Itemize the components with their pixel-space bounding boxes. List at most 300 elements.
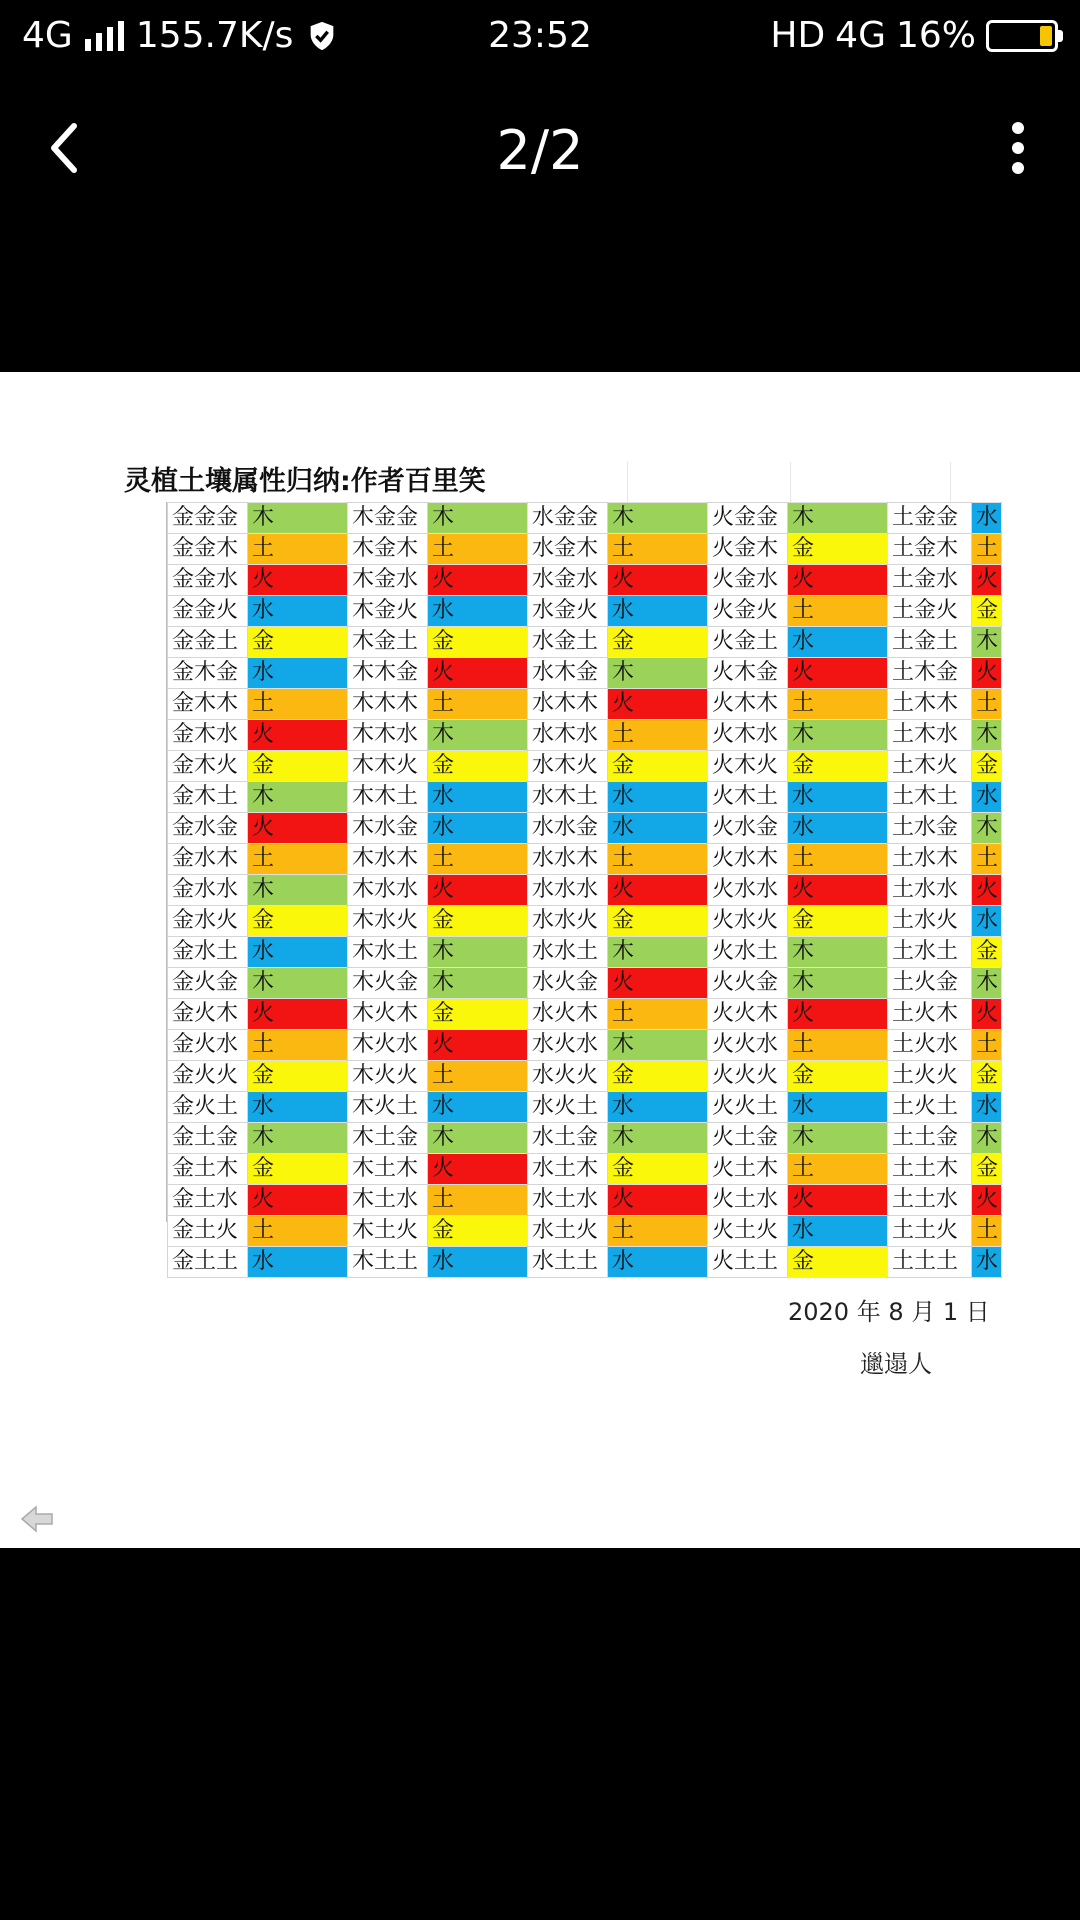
combo-cell: 土土土 <box>888 1247 972 1278</box>
result-cell: 金 <box>972 596 1002 627</box>
combo-cell: 火金土 <box>708 627 788 658</box>
combo-cell: 金木水 <box>168 720 248 751</box>
result-cell: 土 <box>972 1030 1002 1061</box>
result-cell: 金 <box>608 1154 708 1185</box>
combo-cell: 木木水 <box>348 720 428 751</box>
result-cell: 水 <box>248 596 348 627</box>
combo-cell: 水木木 <box>528 689 608 720</box>
combo-cell: 水土土 <box>528 1247 608 1278</box>
result-cell: 水 <box>972 503 1002 534</box>
result-cell: 火 <box>248 1185 348 1216</box>
result-cell: 水 <box>248 1247 348 1278</box>
viewer-header <box>0 72 1080 372</box>
result-cell: 火 <box>608 1185 708 1216</box>
combo-cell: 木水水 <box>348 875 428 906</box>
result-cell: 水 <box>428 596 528 627</box>
table-row <box>168 1154 1002 1185</box>
combo-cell: 水土火 <box>528 1216 608 1247</box>
combo-cell: 土金金 <box>888 503 972 534</box>
battery-percent: 16% <box>895 15 976 56</box>
result-cell: 木 <box>248 782 348 813</box>
combo-cell: 水水木 <box>528 844 608 875</box>
result-cell: 土 <box>788 844 888 875</box>
result-cell: 火 <box>972 999 1002 1030</box>
combo-cell: 火土火 <box>708 1216 788 1247</box>
combo-cell: 金金土 <box>168 627 248 658</box>
combo-cell: 水火土 <box>528 1092 608 1123</box>
result-cell: 金 <box>608 1061 708 1092</box>
combo-cell: 土土木 <box>888 1154 972 1185</box>
result-cell: 金 <box>788 751 888 782</box>
result-cell: 水 <box>788 813 888 844</box>
result-cell: 土 <box>248 1216 348 1247</box>
combo-cell: 土木土 <box>888 782 972 813</box>
combo-cell: 土水水 <box>888 875 972 906</box>
combo-cell: 水金水 <box>528 565 608 596</box>
table-row <box>168 937 1002 968</box>
combo-cell: 木木火 <box>348 751 428 782</box>
result-cell: 金 <box>428 627 528 658</box>
result-cell: 火 <box>608 968 708 999</box>
result-cell: 火 <box>248 720 348 751</box>
result-cell: 火 <box>788 658 888 689</box>
combo-cell: 金土火 <box>168 1216 248 1247</box>
combo-cell: 金木火 <box>168 751 248 782</box>
table-row <box>168 689 1002 720</box>
combo-cell: 金木金 <box>168 658 248 689</box>
combo-cell: 金木木 <box>168 689 248 720</box>
combo-cell: 火火木 <box>708 999 788 1030</box>
result-cell: 土 <box>608 1216 708 1247</box>
result-cell: 火 <box>428 1154 528 1185</box>
combo-cell: 火水土 <box>708 937 788 968</box>
result-cell: 土 <box>428 534 528 565</box>
result-cell: 土 <box>248 1030 348 1061</box>
result-cell: 木 <box>608 1030 708 1061</box>
combo-cell: 水木水 <box>528 720 608 751</box>
table-row <box>168 1247 1002 1278</box>
soil-attribute-table <box>167 502 1002 1278</box>
result-cell: 金 <box>248 751 348 782</box>
combo-cell: 土金火 <box>888 596 972 627</box>
result-cell: 金 <box>428 1216 528 1247</box>
more-vertical-icon <box>988 112 1048 192</box>
combo-cell: 木木金 <box>348 658 428 689</box>
result-cell: 金 <box>788 906 888 937</box>
result-cell: 土 <box>788 689 888 720</box>
result-cell: 金 <box>972 937 1002 968</box>
result-cell: 土 <box>608 999 708 1030</box>
clock: 23:52 <box>488 15 592 56</box>
result-cell: 火 <box>428 1030 528 1061</box>
result-cell: 金 <box>972 1061 1002 1092</box>
combo-cell: 金土土 <box>168 1247 248 1278</box>
combo-cell: 金土水 <box>168 1185 248 1216</box>
table-row <box>168 565 1002 596</box>
table-row <box>168 1030 1002 1061</box>
result-cell: 木 <box>972 1123 1002 1154</box>
result-cell: 火 <box>608 689 708 720</box>
table-row <box>168 1216 1002 1247</box>
gridline <box>627 462 628 502</box>
combo-cell: 土火土 <box>888 1092 972 1123</box>
result-cell: 金 <box>248 1061 348 1092</box>
result-cell: 金 <box>248 1154 348 1185</box>
combo-cell: 金木土 <box>168 782 248 813</box>
battery-icon <box>986 20 1058 52</box>
result-cell: 土 <box>972 689 1002 720</box>
arrow-left-icon <box>20 1504 54 1534</box>
result-cell: 金 <box>248 906 348 937</box>
result-cell: 水 <box>788 627 888 658</box>
document-date: 2020 年 8 月 1 日 <box>788 1298 990 1326</box>
combo-cell: 水水金 <box>528 813 608 844</box>
combo-cell: 木土土 <box>348 1247 428 1278</box>
combo-cell: 火金水 <box>708 565 788 596</box>
result-cell: 金 <box>788 1061 888 1092</box>
combo-cell: 火水水 <box>708 875 788 906</box>
more-options-button[interactable] <box>988 112 1048 192</box>
combo-cell: 火火金 <box>708 968 788 999</box>
status-bar <box>0 0 1080 72</box>
combo-cell: 土水金 <box>888 813 972 844</box>
result-cell: 土 <box>788 1154 888 1185</box>
result-cell: 木 <box>248 1123 348 1154</box>
combo-cell: 土水土 <box>888 937 972 968</box>
table-row <box>168 844 1002 875</box>
combo-cell: 金火水 <box>168 1030 248 1061</box>
result-cell: 火 <box>428 875 528 906</box>
combo-cell: 金金木 <box>168 534 248 565</box>
combo-cell: 金水木 <box>168 844 248 875</box>
result-cell: 木 <box>788 968 888 999</box>
combo-cell: 水水火 <box>528 906 608 937</box>
status-right <box>770 14 1058 58</box>
table-row <box>168 720 1002 751</box>
combo-cell: 金火木 <box>168 999 248 1030</box>
combo-cell: 木水火 <box>348 906 428 937</box>
result-cell: 火 <box>608 565 708 596</box>
combo-cell: 金火金 <box>168 968 248 999</box>
result-cell: 水 <box>788 782 888 813</box>
result-cell: 土 <box>248 689 348 720</box>
result-cell: 火 <box>248 565 348 596</box>
combo-cell: 水木火 <box>528 751 608 782</box>
combo-cell: 水水水 <box>528 875 608 906</box>
result-cell: 土 <box>972 844 1002 875</box>
combo-cell: 木水木 <box>348 844 428 875</box>
result-cell: 火 <box>428 565 528 596</box>
result-cell: 火 <box>788 999 888 1030</box>
result-cell: 金 <box>428 751 528 782</box>
combo-cell: 水金火 <box>528 596 608 627</box>
result-cell: 火 <box>972 658 1002 689</box>
result-cell: 水 <box>428 782 528 813</box>
previous-page-button[interactable] <box>20 1504 54 1534</box>
result-cell: 金 <box>788 1247 888 1278</box>
result-cell: 土 <box>788 596 888 627</box>
result-cell: 金 <box>428 906 528 937</box>
table-row <box>168 1185 1002 1216</box>
combo-cell: 木火水 <box>348 1030 428 1061</box>
combo-cell: 木金木 <box>348 534 428 565</box>
result-cell: 火 <box>788 565 888 596</box>
result-cell: 土 <box>972 1216 1002 1247</box>
result-cell: 水 <box>788 1216 888 1247</box>
result-cell: 土 <box>788 1030 888 1061</box>
combo-cell: 火水火 <box>708 906 788 937</box>
result-cell: 金 <box>428 999 528 1030</box>
combo-cell: 火木火 <box>708 751 788 782</box>
table-row <box>168 596 1002 627</box>
result-cell: 土 <box>248 844 348 875</box>
result-cell: 火 <box>608 875 708 906</box>
result-cell: 木 <box>972 627 1002 658</box>
result-cell: 水 <box>608 813 708 844</box>
combo-cell: 火火水 <box>708 1030 788 1061</box>
combo-cell: 木火金 <box>348 968 428 999</box>
combo-cell: 金土金 <box>168 1123 248 1154</box>
combo-cell: 木土火 <box>348 1216 428 1247</box>
result-cell: 木 <box>428 1123 528 1154</box>
result-cell: 土 <box>608 844 708 875</box>
network-type-right: 4G <box>835 15 886 56</box>
result-cell: 火 <box>248 999 348 1030</box>
network-speed: 155.7K/s <box>135 15 294 56</box>
sheet-title: 灵植土壤属性归纳:作者百里笑 <box>124 466 486 497</box>
result-cell: 木 <box>972 720 1002 751</box>
result-cell: 土 <box>608 720 708 751</box>
combo-cell: 土木木 <box>888 689 972 720</box>
table-row <box>168 968 1002 999</box>
table-row <box>168 658 1002 689</box>
table-row <box>168 1092 1002 1123</box>
combo-cell: 土木金 <box>888 658 972 689</box>
result-cell: 水 <box>428 1247 528 1278</box>
result-cell: 火 <box>972 875 1002 906</box>
combo-cell: 木火土 <box>348 1092 428 1123</box>
result-cell: 土 <box>428 1061 528 1092</box>
result-cell: 木 <box>428 968 528 999</box>
combo-cell: 土木水 <box>888 720 972 751</box>
combo-cell: 土木火 <box>888 751 972 782</box>
combo-cell: 水木土 <box>528 782 608 813</box>
combo-cell: 金土木 <box>168 1154 248 1185</box>
combo-cell: 木金火 <box>348 596 428 627</box>
result-cell: 水 <box>248 937 348 968</box>
combo-cell: 金水水 <box>168 875 248 906</box>
result-cell: 金 <box>608 751 708 782</box>
result-cell: 木 <box>608 658 708 689</box>
combo-cell: 金火土 <box>168 1092 248 1123</box>
result-cell: 木 <box>608 1123 708 1154</box>
table-row <box>168 1123 1002 1154</box>
result-cell: 水 <box>608 596 708 627</box>
combo-cell: 火水金 <box>708 813 788 844</box>
result-cell: 木 <box>788 937 888 968</box>
combo-cell: 土土水 <box>888 1185 972 1216</box>
result-cell: 木 <box>428 720 528 751</box>
combo-cell: 火水木 <box>708 844 788 875</box>
result-cell: 木 <box>788 503 888 534</box>
combo-cell: 土土金 <box>888 1123 972 1154</box>
result-cell: 水 <box>608 1092 708 1123</box>
combo-cell: 火木水 <box>708 720 788 751</box>
soil-table-wrap <box>166 502 1001 1274</box>
result-cell: 水 <box>972 906 1002 937</box>
combo-cell: 金火火 <box>168 1061 248 1092</box>
combo-cell: 金水金 <box>168 813 248 844</box>
combo-cell: 金金金 <box>168 503 248 534</box>
gridline <box>790 462 791 502</box>
result-cell: 土 <box>608 534 708 565</box>
combo-cell: 土火水 <box>888 1030 972 1061</box>
result-cell: 木 <box>788 720 888 751</box>
result-cell: 金 <box>248 627 348 658</box>
combo-cell: 火土土 <box>708 1247 788 1278</box>
combo-cell: 土金水 <box>888 565 972 596</box>
result-cell: 土 <box>428 689 528 720</box>
result-cell: 金 <box>788 534 888 565</box>
network-type: 4G <box>22 15 73 56</box>
combo-cell: 木金水 <box>348 565 428 596</box>
result-cell: 水 <box>788 1092 888 1123</box>
table-row <box>168 503 1002 534</box>
combo-cell: 木水土 <box>348 937 428 968</box>
table-row <box>168 751 1002 782</box>
combo-cell: 金金水 <box>168 565 248 596</box>
result-cell: 土 <box>428 844 528 875</box>
result-cell: 水 <box>248 1092 348 1123</box>
result-cell: 火 <box>788 875 888 906</box>
combo-cell: 水金木 <box>528 534 608 565</box>
combo-cell: 金水土 <box>168 937 248 968</box>
result-cell: 木 <box>428 937 528 968</box>
table-row <box>168 875 1002 906</box>
combo-cell: 火金木 <box>708 534 788 565</box>
combo-cell: 土土火 <box>888 1216 972 1247</box>
combo-cell: 土水火 <box>888 906 972 937</box>
combo-cell: 火土水 <box>708 1185 788 1216</box>
document-viewer[interactable] <box>0 372 1080 1548</box>
combo-cell: 木土水 <box>348 1185 428 1216</box>
combo-cell: 木木土 <box>348 782 428 813</box>
result-cell: 水 <box>972 1092 1002 1123</box>
result-cell: 火 <box>788 1185 888 1216</box>
combo-cell: 火木金 <box>708 658 788 689</box>
result-cell: 土 <box>972 534 1002 565</box>
result-cell: 金 <box>608 627 708 658</box>
table-row <box>168 1061 1002 1092</box>
combo-cell: 火木土 <box>708 782 788 813</box>
combo-cell: 火金火 <box>708 596 788 627</box>
result-cell: 水 <box>608 1247 708 1278</box>
gridline <box>950 462 951 502</box>
combo-cell: 木水金 <box>348 813 428 844</box>
combo-cell: 木土木 <box>348 1154 428 1185</box>
result-cell: 火 <box>248 813 348 844</box>
result-cell: 木 <box>248 875 348 906</box>
result-cell: 土 <box>248 534 348 565</box>
combo-cell: 水土金 <box>528 1123 608 1154</box>
combo-cell: 土火木 <box>888 999 972 1030</box>
combo-cell: 水土水 <box>528 1185 608 1216</box>
result-cell: 土 <box>428 1185 528 1216</box>
combo-cell: 水火火 <box>528 1061 608 1092</box>
table-row <box>168 534 1002 565</box>
result-cell: 火 <box>428 658 528 689</box>
result-cell: 木 <box>248 968 348 999</box>
combo-cell: 水金金 <box>528 503 608 534</box>
result-cell: 木 <box>608 503 708 534</box>
table-row <box>168 782 1002 813</box>
combo-cell: 金金火 <box>168 596 248 627</box>
combo-cell: 火金金 <box>708 503 788 534</box>
table-row <box>168 813 1002 844</box>
combo-cell: 火土金 <box>708 1123 788 1154</box>
result-cell: 水 <box>608 782 708 813</box>
result-cell: 水 <box>972 782 1002 813</box>
combo-cell: 土火火 <box>888 1061 972 1092</box>
result-cell: 木 <box>608 937 708 968</box>
combo-cell: 金水火 <box>168 906 248 937</box>
combo-cell: 木木木 <box>348 689 428 720</box>
result-cell: 水 <box>248 658 348 689</box>
result-cell: 金 <box>972 751 1002 782</box>
combo-cell: 木火木 <box>348 999 428 1030</box>
result-cell: 金 <box>608 906 708 937</box>
spreadsheet-image <box>122 462 1002 1274</box>
combo-cell: 水火木 <box>528 999 608 1030</box>
result-cell: 火 <box>972 1185 1002 1216</box>
page-counter: 2/2 <box>496 119 584 182</box>
result-cell: 木 <box>248 503 348 534</box>
combo-cell: 火火火 <box>708 1061 788 1092</box>
combo-cell: 火土木 <box>708 1154 788 1185</box>
table-row <box>168 906 1002 937</box>
combo-cell: 土火金 <box>888 968 972 999</box>
combo-cell: 木金金 <box>348 503 428 534</box>
combo-cell: 木土金 <box>348 1123 428 1154</box>
combo-cell: 木火火 <box>348 1061 428 1092</box>
combo-cell: 水土木 <box>528 1154 608 1185</box>
table-row <box>168 999 1002 1030</box>
combo-cell: 水木金 <box>528 658 608 689</box>
result-cell: 木 <box>972 968 1002 999</box>
document-author: 邋遢人 <box>860 1350 932 1378</box>
result-cell: 木 <box>788 1123 888 1154</box>
combo-cell: 土金土 <box>888 627 972 658</box>
combo-cell: 水火水 <box>528 1030 608 1061</box>
combo-cell: 水火金 <box>528 968 608 999</box>
combo-cell: 火火土 <box>708 1092 788 1123</box>
combo-cell: 土金木 <box>888 534 972 565</box>
result-cell: 水 <box>428 813 528 844</box>
result-cell: 木 <box>428 503 528 534</box>
combo-cell: 土水木 <box>888 844 972 875</box>
result-cell: 金 <box>972 1154 1002 1185</box>
result-cell: 水 <box>428 1092 528 1123</box>
combo-cell: 水金土 <box>528 627 608 658</box>
result-cell: 木 <box>972 813 1002 844</box>
result-cell: 水 <box>972 1247 1002 1278</box>
hd-indicator: HD <box>770 15 826 56</box>
result-cell: 火 <box>972 565 1002 596</box>
combo-cell: 火木木 <box>708 689 788 720</box>
combo-cell: 水水土 <box>528 937 608 968</box>
combo-cell: 木金土 <box>348 627 428 658</box>
table-row <box>168 627 1002 658</box>
